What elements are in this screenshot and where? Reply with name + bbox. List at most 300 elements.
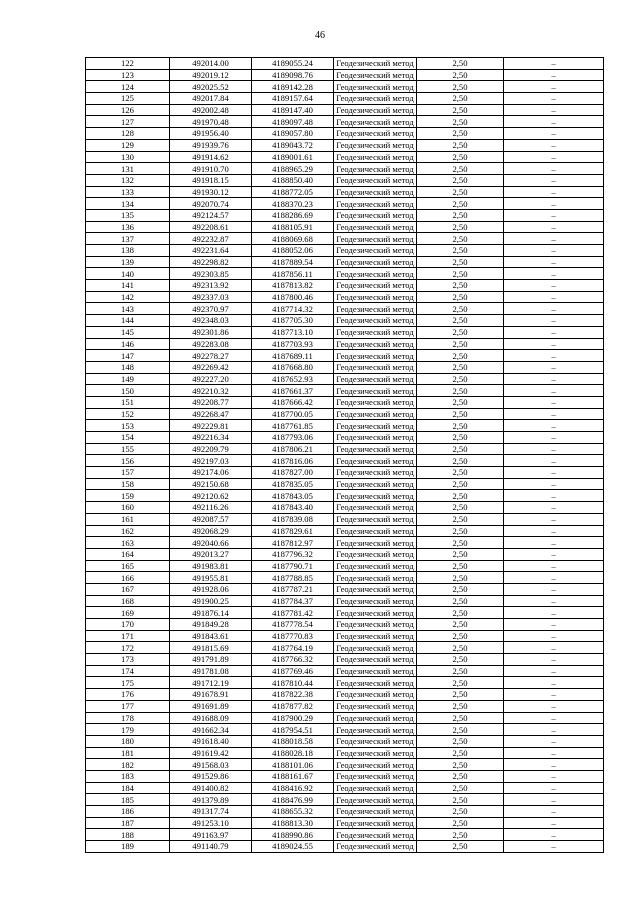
table-row: [86, 245, 604, 257]
method-cell: Геодезический метод: [334, 58, 417, 70]
table-row: [86, 151, 604, 163]
method-cell: Геодезический метод: [334, 303, 417, 315]
point-number-cell: 169: [86, 607, 170, 619]
x-coordinate-cell: 492013.27: [170, 548, 252, 560]
y-coordinate-cell: 4187781.42: [252, 607, 334, 619]
accuracy-cell: 2,50: [417, 58, 504, 70]
accuracy-cell: 2,50: [417, 163, 504, 175]
x-coordinate-cell: 492278.27: [170, 350, 252, 362]
y-coordinate-cell: 4187806.21: [252, 443, 334, 455]
method-cell: Геодезический метод: [334, 794, 417, 806]
table-row: [86, 385, 604, 397]
y-coordinate-cell: 4187796.32: [252, 548, 334, 560]
x-coordinate-cell: 491918.15: [170, 174, 252, 186]
point-number-cell: 152: [86, 408, 170, 420]
x-coordinate-cell: 492120.62: [170, 490, 252, 502]
method-cell: Геодезический метод: [334, 817, 417, 829]
point-number-cell: 164: [86, 548, 170, 560]
point-number-cell: 130: [86, 151, 170, 163]
method-cell: Геодезический метод: [334, 677, 417, 689]
note-cell: –: [504, 151, 604, 163]
accuracy-cell: 2,50: [417, 548, 504, 560]
note-cell: –: [504, 735, 604, 747]
y-coordinate-cell: 4188105.91: [252, 221, 334, 233]
note-cell: –: [504, 829, 604, 841]
table-row: [86, 537, 604, 549]
accuracy-cell: 2,50: [417, 829, 504, 841]
x-coordinate-cell: 491928.06: [170, 583, 252, 595]
note-cell: –: [504, 174, 604, 186]
accuracy-cell: 2,50: [417, 689, 504, 701]
note-cell: –: [504, 630, 604, 642]
y-coordinate-cell: 4187800.46: [252, 291, 334, 303]
note-cell: –: [504, 560, 604, 572]
y-coordinate-cell: 4187778.54: [252, 619, 334, 631]
note-cell: –: [504, 537, 604, 549]
note-cell: –: [504, 361, 604, 373]
accuracy-cell: 2,50: [417, 245, 504, 257]
coordinates-table-body: [86, 58, 604, 853]
point-number-cell: 142: [86, 291, 170, 303]
y-coordinate-cell: 4188850.40: [252, 174, 334, 186]
method-cell: Геодезический метод: [334, 139, 417, 151]
method-cell: Геодезический метод: [334, 291, 417, 303]
accuracy-cell: 2,50: [417, 326, 504, 338]
y-coordinate-cell: 4188028.18: [252, 747, 334, 759]
y-coordinate-cell: 4187816.06: [252, 455, 334, 467]
note-cell: –: [504, 385, 604, 397]
point-number-cell: 157: [86, 467, 170, 479]
table-row: [86, 432, 604, 444]
x-coordinate-cell: 492231.64: [170, 245, 252, 257]
method-cell: Геодезический метод: [334, 268, 417, 280]
note-cell: –: [504, 502, 604, 514]
note-cell: –: [504, 81, 604, 93]
method-cell: Геодезический метод: [334, 104, 417, 116]
method-cell: Геодезический метод: [334, 280, 417, 292]
y-coordinate-cell: 4188370.23: [252, 198, 334, 210]
x-coordinate-cell: 491983.81: [170, 560, 252, 572]
y-coordinate-cell: 4187812.97: [252, 537, 334, 549]
note-cell: –: [504, 782, 604, 794]
x-coordinate-cell: 492070.74: [170, 198, 252, 210]
point-number-cell: 129: [86, 139, 170, 151]
note-cell: –: [504, 245, 604, 257]
table-row: [86, 128, 604, 140]
table-row: [86, 665, 604, 677]
point-number-cell: 155: [86, 443, 170, 455]
point-number-cell: 134: [86, 198, 170, 210]
accuracy-cell: 2,50: [417, 619, 504, 631]
table-row: [86, 326, 604, 338]
x-coordinate-cell: 491930.12: [170, 186, 252, 198]
accuracy-cell: 2,50: [417, 81, 504, 93]
note-cell: –: [504, 572, 604, 584]
x-coordinate-cell: 491662.34: [170, 724, 252, 736]
y-coordinate-cell: 4187661.37: [252, 385, 334, 397]
accuracy-cell: 2,50: [417, 233, 504, 245]
point-number-cell: 168: [86, 595, 170, 607]
point-number-cell: 148: [86, 361, 170, 373]
point-number-cell: 161: [86, 513, 170, 525]
table-row: [86, 373, 604, 385]
y-coordinate-cell: 4188476.99: [252, 794, 334, 806]
x-coordinate-cell: 491618.40: [170, 735, 252, 747]
table-row: [86, 291, 604, 303]
accuracy-cell: 2,50: [417, 385, 504, 397]
point-number-cell: 150: [86, 385, 170, 397]
table-row: [86, 58, 604, 70]
x-coordinate-cell: 491849.28: [170, 619, 252, 631]
x-coordinate-cell: 492337.03: [170, 291, 252, 303]
point-number-cell: 136: [86, 221, 170, 233]
point-number-cell: 156: [86, 455, 170, 467]
point-number-cell: 177: [86, 700, 170, 712]
note-cell: –: [504, 665, 604, 677]
point-number-cell: 184: [86, 782, 170, 794]
y-coordinate-cell: 4188655.32: [252, 806, 334, 818]
y-coordinate-cell: 4187652.93: [252, 373, 334, 385]
y-coordinate-cell: 4188965.29: [252, 163, 334, 175]
method-cell: Геодезический метод: [334, 326, 417, 338]
method-cell: Геодезический метод: [334, 642, 417, 654]
y-coordinate-cell: 4187843.40: [252, 502, 334, 514]
x-coordinate-cell: 492025.52: [170, 81, 252, 93]
method-cell: Геодезический метод: [334, 256, 417, 268]
method-cell: Геодезический метод: [334, 174, 417, 186]
note-cell: –: [504, 525, 604, 537]
y-coordinate-cell: 4188286.69: [252, 209, 334, 221]
table-row: [86, 268, 604, 280]
table-row: [86, 221, 604, 233]
table-row: [86, 490, 604, 502]
x-coordinate-cell: 492174.06: [170, 467, 252, 479]
point-number-cell: 187: [86, 817, 170, 829]
note-cell: –: [504, 467, 604, 479]
y-coordinate-cell: 4189024.55: [252, 841, 334, 853]
table-row: [86, 104, 604, 116]
point-number-cell: 159: [86, 490, 170, 502]
table-row: [86, 548, 604, 560]
accuracy-cell: 2,50: [417, 759, 504, 771]
note-cell: –: [504, 794, 604, 806]
x-coordinate-cell: 491900.25: [170, 595, 252, 607]
x-coordinate-cell: 491781.08: [170, 665, 252, 677]
accuracy-cell: 2,50: [417, 572, 504, 584]
point-number-cell: 179: [86, 724, 170, 736]
note-cell: –: [504, 443, 604, 455]
method-cell: Геодезический метод: [334, 770, 417, 782]
table-row: [86, 782, 604, 794]
table-row: [86, 81, 604, 93]
table-row: [86, 770, 604, 782]
accuracy-cell: 2,50: [417, 174, 504, 186]
x-coordinate-cell: 491914.62: [170, 151, 252, 163]
accuracy-cell: 2,50: [417, 525, 504, 537]
note-cell: –: [504, 116, 604, 128]
note-cell: –: [504, 548, 604, 560]
note-cell: –: [504, 513, 604, 525]
table-row: [86, 525, 604, 537]
point-number-cell: 170: [86, 619, 170, 631]
method-cell: Геодезический метод: [334, 128, 417, 140]
y-coordinate-cell: 4187954.51: [252, 724, 334, 736]
note-cell: –: [504, 93, 604, 105]
note-cell: –: [504, 642, 604, 654]
x-coordinate-cell: 491876.14: [170, 607, 252, 619]
point-number-cell: 154: [86, 432, 170, 444]
point-number-cell: 146: [86, 338, 170, 350]
note-cell: –: [504, 338, 604, 350]
point-number-cell: 188: [86, 829, 170, 841]
x-coordinate-cell: 492232.87: [170, 233, 252, 245]
x-coordinate-cell: 492087.57: [170, 513, 252, 525]
method-cell: Геодезический метод: [334, 782, 417, 794]
table-row: [86, 654, 604, 666]
table-row: [86, 350, 604, 362]
point-number-cell: 153: [86, 420, 170, 432]
point-number-cell: 138: [86, 245, 170, 257]
table-row: [86, 315, 604, 327]
y-coordinate-cell: 4187764.19: [252, 642, 334, 654]
note-cell: –: [504, 303, 604, 315]
x-coordinate-cell: 492209.79: [170, 443, 252, 455]
accuracy-cell: 2,50: [417, 104, 504, 116]
accuracy-cell: 2,50: [417, 747, 504, 759]
method-cell: Геодезический метод: [334, 198, 417, 210]
y-coordinate-cell: 4187784.37: [252, 595, 334, 607]
table-row: [86, 630, 604, 642]
y-coordinate-cell: 4187770.83: [252, 630, 334, 642]
accuracy-cell: 2,50: [417, 513, 504, 525]
accuracy-cell: 2,50: [417, 700, 504, 712]
accuracy-cell: 2,50: [417, 583, 504, 595]
x-coordinate-cell: 491140.79: [170, 841, 252, 853]
y-coordinate-cell: 4189097.48: [252, 116, 334, 128]
note-cell: –: [504, 221, 604, 233]
note-cell: –: [504, 58, 604, 70]
accuracy-cell: 2,50: [417, 198, 504, 210]
table-row: [86, 361, 604, 373]
accuracy-cell: 2,50: [417, 654, 504, 666]
note-cell: –: [504, 455, 604, 467]
x-coordinate-cell: 491970.48: [170, 116, 252, 128]
x-coordinate-cell: 491253.10: [170, 817, 252, 829]
note-cell: –: [504, 677, 604, 689]
method-cell: Геодезический метод: [334, 116, 417, 128]
accuracy-cell: 2,50: [417, 396, 504, 408]
y-coordinate-cell: 4187713.10: [252, 326, 334, 338]
method-cell: Геодезический метод: [334, 759, 417, 771]
y-coordinate-cell: 4187705.30: [252, 315, 334, 327]
accuracy-cell: 2,50: [417, 467, 504, 479]
x-coordinate-cell: 491317.74: [170, 806, 252, 818]
method-cell: Геодезический метод: [334, 350, 417, 362]
table-row: [86, 829, 604, 841]
method-cell: Геодезический метод: [334, 69, 417, 81]
table-row: [86, 338, 604, 350]
method-cell: Геодезический метод: [334, 572, 417, 584]
y-coordinate-cell: 4188416.92: [252, 782, 334, 794]
table-row: [86, 209, 604, 221]
x-coordinate-cell: 491688.09: [170, 712, 252, 724]
y-coordinate-cell: 4187835.05: [252, 478, 334, 490]
accuracy-cell: 2,50: [417, 338, 504, 350]
page-number: 46: [315, 30, 325, 41]
method-cell: Геодезический метод: [334, 712, 417, 724]
accuracy-cell: 2,50: [417, 630, 504, 642]
note-cell: –: [504, 700, 604, 712]
note-cell: –: [504, 607, 604, 619]
y-coordinate-cell: 4187810.44: [252, 677, 334, 689]
note-cell: –: [504, 291, 604, 303]
accuracy-cell: 2,50: [417, 186, 504, 198]
method-cell: Геодезический метод: [334, 583, 417, 595]
accuracy-cell: 2,50: [417, 69, 504, 81]
y-coordinate-cell: 4189043.72: [252, 139, 334, 151]
point-number-cell: 165: [86, 560, 170, 572]
y-coordinate-cell: 4187689.11: [252, 350, 334, 362]
accuracy-cell: 2,50: [417, 794, 504, 806]
method-cell: Геодезический метод: [334, 361, 417, 373]
point-number-cell: 124: [86, 81, 170, 93]
accuracy-cell: 2,50: [417, 724, 504, 736]
accuracy-cell: 2,50: [417, 432, 504, 444]
coordinates-table: [85, 57, 604, 853]
x-coordinate-cell: 491939.76: [170, 139, 252, 151]
table-row: [86, 642, 604, 654]
accuracy-cell: 2,50: [417, 478, 504, 490]
point-number-cell: 127: [86, 116, 170, 128]
y-coordinate-cell: 4187788.85: [252, 572, 334, 584]
point-number-cell: 178: [86, 712, 170, 724]
accuracy-cell: 2,50: [417, 502, 504, 514]
method-cell: Геодезический метод: [334, 186, 417, 198]
point-number-cell: 175: [86, 677, 170, 689]
accuracy-cell: 2,50: [417, 735, 504, 747]
point-number-cell: 171: [86, 630, 170, 642]
y-coordinate-cell: 4187714.32: [252, 303, 334, 315]
method-cell: Геодезический метод: [334, 700, 417, 712]
accuracy-cell: 2,50: [417, 770, 504, 782]
y-coordinate-cell: 4187877.82: [252, 700, 334, 712]
method-cell: Геодезический метод: [334, 595, 417, 607]
method-cell: Геодезический метод: [334, 829, 417, 841]
y-coordinate-cell: 4187793.06: [252, 432, 334, 444]
y-coordinate-cell: 4188813.30: [252, 817, 334, 829]
point-number-cell: 172: [86, 642, 170, 654]
y-coordinate-cell: 4187822.38: [252, 689, 334, 701]
note-cell: –: [504, 186, 604, 198]
method-cell: Геодезический метод: [334, 724, 417, 736]
table-row: [86, 572, 604, 584]
method-cell: Геодезический метод: [334, 209, 417, 221]
accuracy-cell: 2,50: [417, 209, 504, 221]
method-cell: Геодезический метод: [334, 420, 417, 432]
y-coordinate-cell: 4187889.54: [252, 256, 334, 268]
method-cell: Геодезический метод: [334, 432, 417, 444]
point-number-cell: 186: [86, 806, 170, 818]
y-coordinate-cell: 4188101.06: [252, 759, 334, 771]
table-row: [86, 502, 604, 514]
x-coordinate-cell: 492303.85: [170, 268, 252, 280]
y-coordinate-cell: 4187703.93: [252, 338, 334, 350]
x-coordinate-cell: 491163.97: [170, 829, 252, 841]
note-cell: –: [504, 209, 604, 221]
method-cell: Геодезический метод: [334, 151, 417, 163]
x-coordinate-cell: 492269.42: [170, 361, 252, 373]
table-row: [86, 233, 604, 245]
y-coordinate-cell: 4188161.67: [252, 770, 334, 782]
point-number-cell: 180: [86, 735, 170, 747]
note-cell: –: [504, 689, 604, 701]
method-cell: Геодезический метод: [334, 478, 417, 490]
point-number-cell: 143: [86, 303, 170, 315]
accuracy-cell: 2,50: [417, 408, 504, 420]
point-number-cell: 139: [86, 256, 170, 268]
point-number-cell: 182: [86, 759, 170, 771]
accuracy-cell: 2,50: [417, 268, 504, 280]
note-cell: –: [504, 654, 604, 666]
note-cell: –: [504, 817, 604, 829]
note-cell: –: [504, 256, 604, 268]
table-row: [86, 513, 604, 525]
table-row: [86, 841, 604, 853]
accuracy-cell: 2,50: [417, 595, 504, 607]
note-cell: –: [504, 759, 604, 771]
note-cell: –: [504, 806, 604, 818]
y-coordinate-cell: 4187668.80: [252, 361, 334, 373]
note-cell: –: [504, 724, 604, 736]
point-number-cell: 141: [86, 280, 170, 292]
point-number-cell: 151: [86, 396, 170, 408]
note-cell: –: [504, 104, 604, 116]
x-coordinate-cell: 492150.68: [170, 478, 252, 490]
y-coordinate-cell: 4187787.21: [252, 583, 334, 595]
x-coordinate-cell: 492002.48: [170, 104, 252, 116]
table-row: [86, 303, 604, 315]
x-coordinate-cell: 491529.86: [170, 770, 252, 782]
table-row: [86, 712, 604, 724]
table-row: [86, 139, 604, 151]
accuracy-cell: 2,50: [417, 303, 504, 315]
method-cell: Геодезический метод: [334, 443, 417, 455]
point-number-cell: 158: [86, 478, 170, 490]
note-cell: –: [504, 583, 604, 595]
table-row: [86, 794, 604, 806]
note-cell: –: [504, 595, 604, 607]
point-number-cell: 173: [86, 654, 170, 666]
y-coordinate-cell: 4187813.82: [252, 280, 334, 292]
x-coordinate-cell: 491678.91: [170, 689, 252, 701]
y-coordinate-cell: 4187790.71: [252, 560, 334, 572]
accuracy-cell: 2,50: [417, 151, 504, 163]
point-number-cell: 135: [86, 209, 170, 221]
table-row: [86, 700, 604, 712]
y-coordinate-cell: 4187761.85: [252, 420, 334, 432]
point-number-cell: 125: [86, 93, 170, 105]
point-number-cell: 162: [86, 525, 170, 537]
y-coordinate-cell: 4187827.00: [252, 467, 334, 479]
table-row: [86, 93, 604, 105]
method-cell: Геодезический метод: [334, 689, 417, 701]
accuracy-cell: 2,50: [417, 443, 504, 455]
point-number-cell: 140: [86, 268, 170, 280]
method-cell: Геодезический метод: [334, 490, 417, 502]
x-coordinate-cell: 492068.29: [170, 525, 252, 537]
x-coordinate-cell: 491379.89: [170, 794, 252, 806]
note-cell: –: [504, 198, 604, 210]
